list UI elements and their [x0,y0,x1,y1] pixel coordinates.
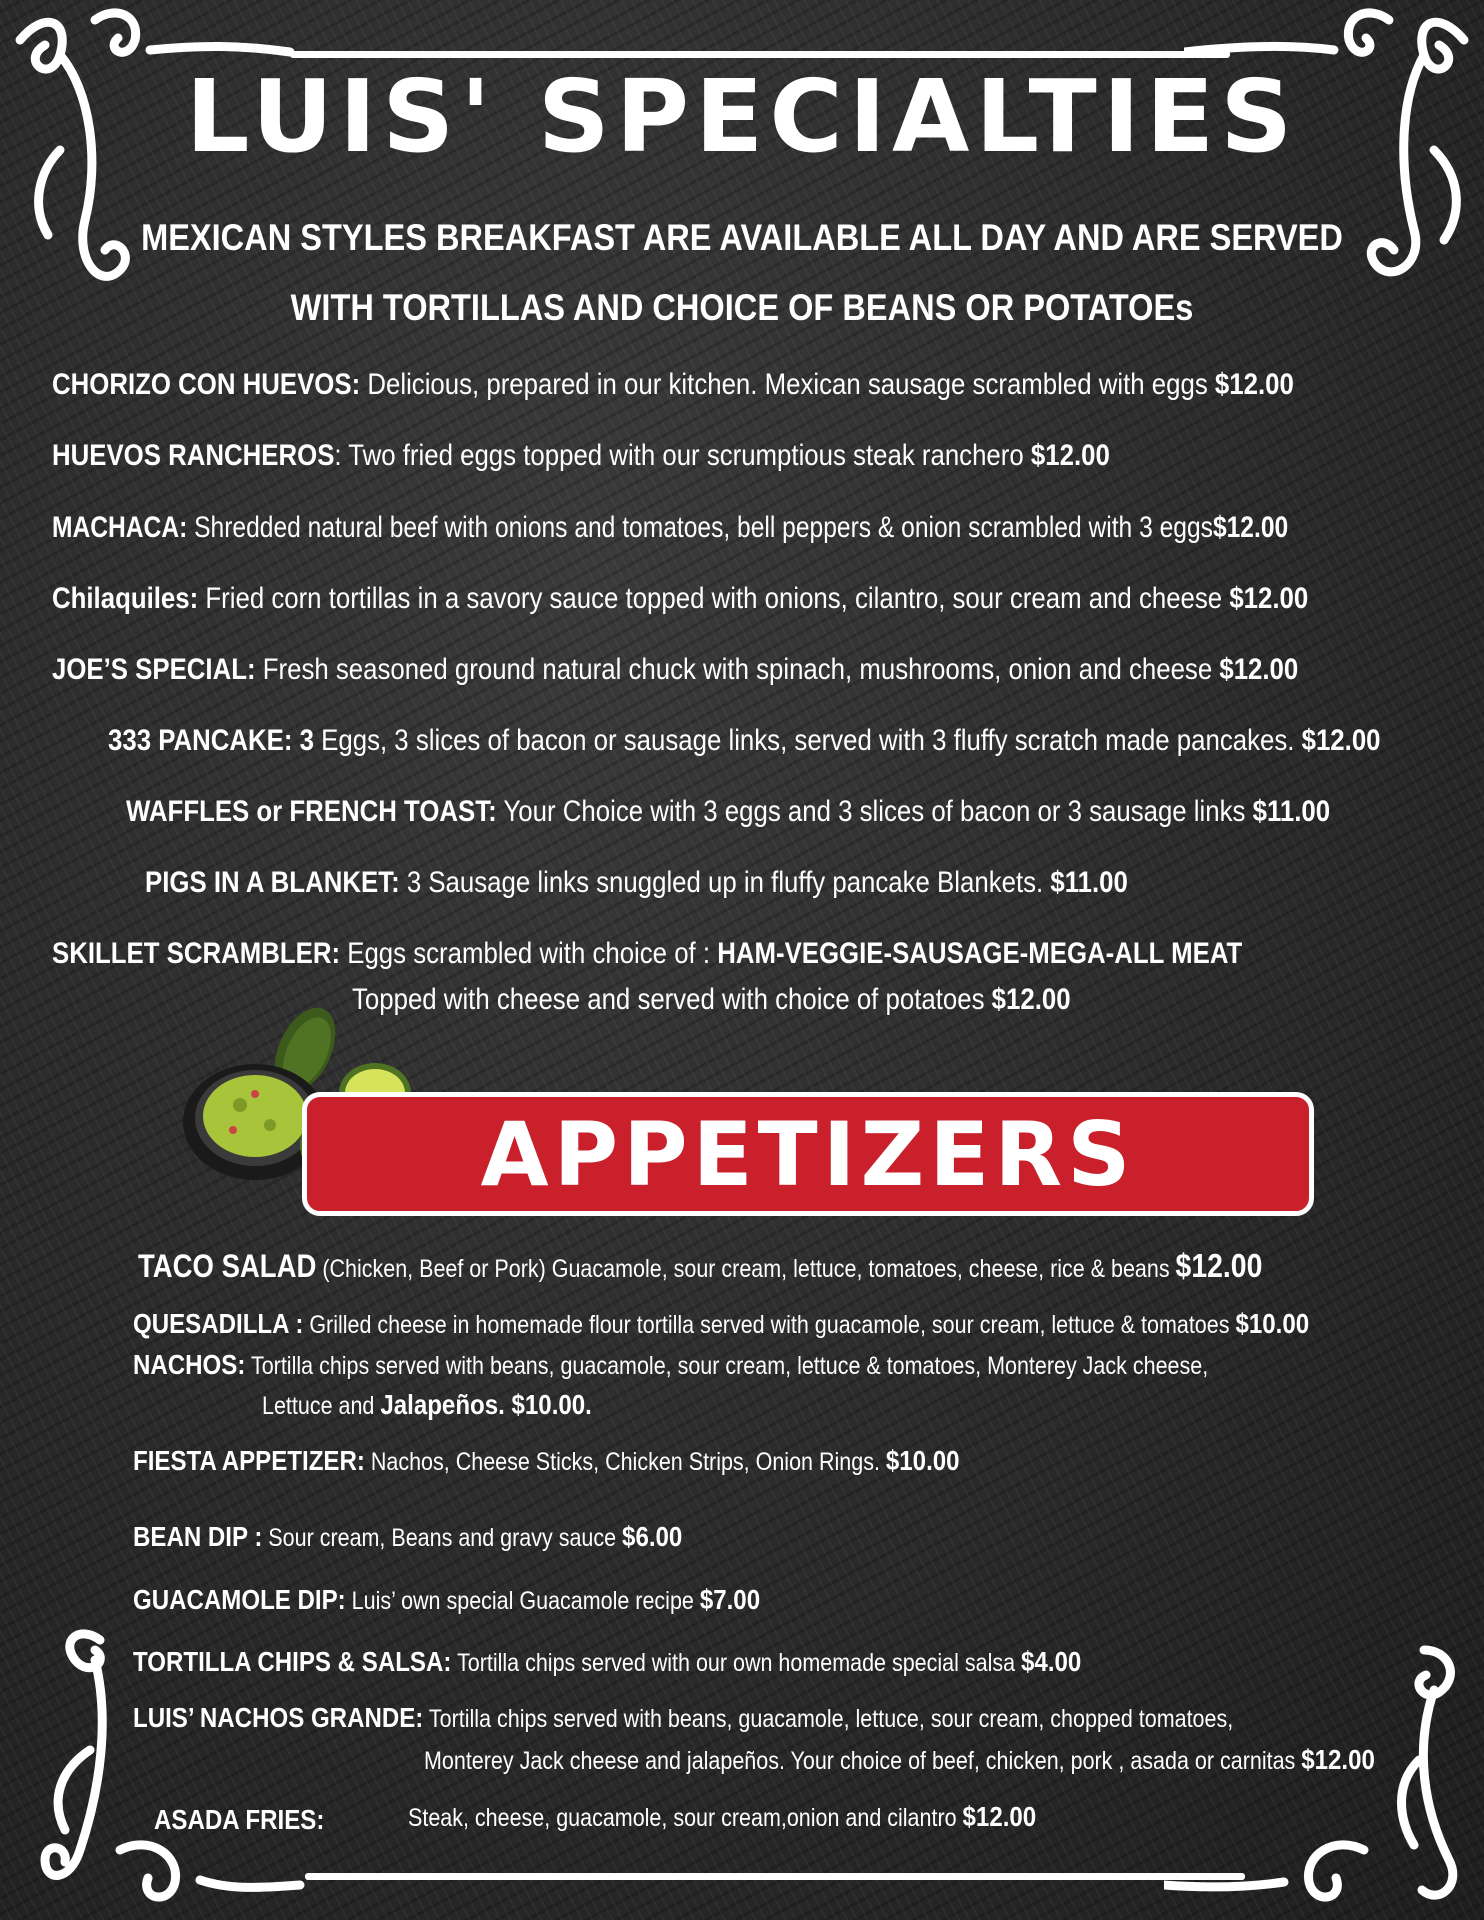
item-price: $12.00 [991,983,1071,1016]
menu-item [52,580,1308,618]
item-price: $11.00 [1050,866,1128,899]
item-description: Sour cream, Beans and gravy sauce [262,1524,623,1552]
item-description: Your Choice with 3 eggs and 3 slices of bacon or 3 sausage links [496,795,1253,828]
item-name: JOE’S SPECIAL: [52,653,256,686]
item-description: Luis’ own special Guacamole recipe [345,1587,700,1615]
menu-item [133,1348,1208,1383]
item-price: Jalapeños. $10.00. [380,1389,592,1420]
item-description: Tortilla chips served with our own homemade special salsa [451,1649,1022,1677]
item-name: SKILLET SCRAMBLER: [52,937,341,970]
menu-item [133,1520,682,1555]
menu-item-detail [408,1800,1036,1835]
item-description: Fried corn tortillas in a savory sauce topped with onions, cilantro, sour cream and cheese [198,582,1230,615]
item-price: $6.00 [622,1521,683,1552]
item-price: $12.00 [1229,582,1309,615]
top-divider-line [290,51,1230,58]
item-description: Steak, cheese, guacamole, sour cream,onion and cilantro [408,1804,963,1832]
item-price: $12.00 [1219,653,1299,686]
item-description: Tortilla chips served with beans, guacamole, lettuce, sour cream, chopped tomatoes, [423,1705,1234,1733]
menu-item [154,1803,324,1838]
menu-item [52,366,1294,404]
item-price: $12.00 [1301,1744,1375,1775]
item-description: 3 Sausage links snuggled up in fluffy pancake Blankets. [399,866,1051,899]
item-name: LUIS’ NACHOS GRANDE: [133,1702,424,1733]
menu-item [138,1249,1262,1286]
item-description: Topped with cheese and served with choice of potatoes [352,983,992,1016]
menu-item [133,1645,1081,1680]
item-name: PIGS IN A BLANKET: [145,866,400,899]
subtitle-line-1: MEXICAN STYLES BREAKFAST ARE AVAILABLE ALL DAY AND ARE SERVED [141,217,1343,258]
item-description: Tortilla chips served with beans, guacamole, sour cream, lettuce & tomatoes, Monterey Jack cheese, [245,1352,1209,1380]
item-name: TORTILLA CHIPS & SALSA: [133,1646,452,1677]
item-name: WAFFLES or FRENCH TOAST: [126,795,497,828]
item-description: Monterey Jack cheese and jalapeños. Your choice of beef, chicken, pork , asada or carnitas [424,1747,1302,1775]
item-description: Fresh seasoned ground natural chuck with spinach, mushrooms, onion and cheese [255,653,1220,686]
item-price: $10.00 [885,1445,960,1476]
item-description: Grilled cheese in homemade flour tortilla served with guacamole, sour cream, lettuce & tomatoes [303,1311,1236,1339]
menu-item [52,509,1288,547]
item-name: HUEVOS RANCHEROS [52,439,335,472]
item-price: $7.00 [699,1584,761,1615]
item-description: Eggs, 3 slices of bacon or sausage links, served with 3 fluffy scratch made pancakes. [313,724,1302,757]
item-name: GUACAMOLE DIP: [133,1584,346,1615]
item-price: $12.00 [1301,724,1381,757]
item-description: Shredded natural beef with onions and tomatoes, bell peppers & onion scrambled with 3 eggs [187,511,1213,544]
item-name: FIESTA APPETIZER: [133,1445,365,1476]
item-name: Chilaquiles: [52,582,199,615]
item-description: (Chicken, Beef or Pork) Guacamole, sour cream, lettuce, tomatoes, cheese, rice & beans [316,1255,1176,1283]
item-price: $4.00 [1021,1646,1082,1677]
item-name: NACHOS: [133,1349,246,1380]
item-description: Lettuce and [262,1392,381,1420]
item-price: $12.00 [1175,1247,1263,1284]
menu-item [108,722,1381,760]
menu-item [133,1701,1233,1736]
item-name: MACHACA: [52,511,188,544]
page-title: LUIS' SPECIALTIES [185,58,1299,175]
subtitle-line-2: WITH TORTILLAS AND CHOICE OF BEANS OR POTATOEs [290,287,1194,328]
item-choices: HAM-VEGGIE-SAUSAGE-MEGA-ALL MEAT [717,937,1243,970]
menu-item-continuation [424,1743,1375,1778]
menu-item [133,1307,1309,1342]
menu-item [52,651,1298,689]
item-price: $12.00 [962,1801,1037,1832]
menu-item [145,864,1128,902]
menu-item-continuation [352,981,1071,1019]
item-price: $12.00 [1030,439,1110,472]
item-name: CHORIZO CON HUEVOS: [52,368,361,401]
item-price: $10.00 [1235,1308,1310,1339]
item-name: TACO SALAD [138,1248,317,1284]
item-price: $11.00 [1252,795,1331,828]
item-name: 333 PANCAKE: 3 [108,724,314,757]
item-description: Eggs scrambled with choice of : [340,937,718,970]
item-price: $12.00 [1214,368,1294,401]
menu-item-continuation [262,1388,592,1423]
item-name: QUESADILLA : [133,1308,304,1339]
menu-item [133,1444,960,1479]
bottom-divider-line [305,1873,1245,1880]
menu-item [126,793,1330,831]
menu-item [52,935,1242,973]
item-name: BEAN DIP : [133,1521,263,1552]
item-description: Nachos, Cheese Sticks, Chicken Strips, Onion Rings. [364,1448,886,1476]
item-description: : Two fried eggs topped with our scrumptious steak ranchero [334,439,1031,472]
menu-item [52,437,1110,475]
menu-item [133,1583,760,1618]
item-price: $12.00 [1212,511,1289,544]
item-description: Delicious, prepared in our kitchen. Mexican sausage scrambled with eggs [360,368,1215,401]
item-name: ASADA FRIES: [154,1804,325,1835]
section-heading-appetizers: APPETIZERS [480,1103,1136,1206]
